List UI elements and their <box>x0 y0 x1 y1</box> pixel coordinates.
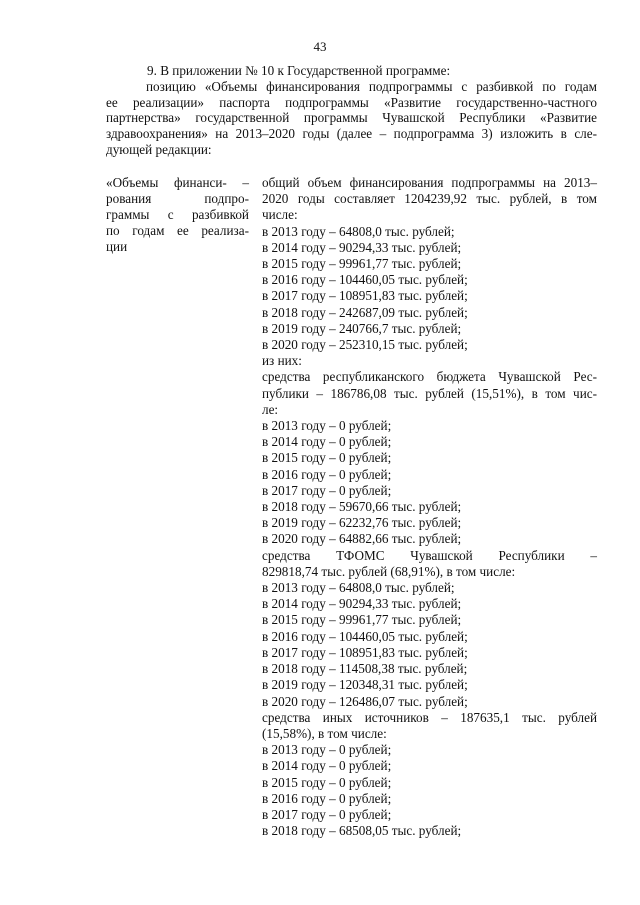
financing-line: общий объем финансирования подпрограммы на 2013– <box>262 175 597 190</box>
position-label-line: граммы с разбивкой <box>106 207 249 222</box>
position-label-line: «Объемы финанси- – <box>106 175 249 190</box>
financing-line: в 2020 году – 64882,66 тыс. рублей; <box>262 531 462 547</box>
financing-line: публики – 186786,08 тыс. рублей (15,51%), в том чис- <box>262 385 597 401</box>
financing-line: в 2020 году – 252310,15 тыс. рублей; <box>262 337 468 353</box>
financing-line: средства иных источников – 187635,1 тыс. рублей <box>262 709 597 725</box>
financing-line: из них: <box>262 353 302 369</box>
financing-line: в 2015 году – 0 рублей; <box>262 774 392 790</box>
intro-line: дующей редакции: <box>106 141 212 157</box>
financing-line: (15,58%), в том числе: <box>262 725 387 741</box>
position-label-line: рования подпро- <box>106 191 249 206</box>
financing-line: средства ТФОМС Чувашской Республики – <box>262 547 597 563</box>
financing-line: 2020 годы составляет 1204239,92 тыс. рублей, в том <box>262 191 597 207</box>
position-label-line: по годам ее реализа- <box>106 223 249 238</box>
financing-line: в 2014 году – 90294,33 тыс. рублей; <box>262 239 462 255</box>
financing-line: в 2015 году – 99961,77 тыс. рублей; <box>262 256 462 272</box>
intro-line: позицию «Объемы финансирования подпрограммы с разбивкой по годам <box>146 79 597 94</box>
financing-line: в 2013 году – 0 рублей; <box>262 418 392 434</box>
financing-line: в 2014 году – 90294,33 тыс. рублей; <box>262 596 462 612</box>
financing-line: ле: <box>262 401 279 417</box>
financing-line: в 2016 году – 104460,05 тыс. рублей; <box>262 628 468 644</box>
financing-line: в 2015 году – 99961,77 тыс. рублей; <box>262 612 462 628</box>
financing-line: в 2017 году – 108951,83 тыс. рублей; <box>262 288 468 304</box>
financing-line: в 2016 году – 104460,05 тыс. рублей; <box>262 272 468 288</box>
intro-paragraph <box>106 79 597 158</box>
financing-line: средства республиканского бюджета Чувашской Рес- <box>262 369 597 385</box>
financing-line: в 2017 году – 0 рублей; <box>262 806 392 822</box>
financing-line: в 2020 году – 126486,07 тыс. рублей; <box>262 693 468 709</box>
intro-line: здравоохранения» на 2013–2020 годы (далее – подпрограмма 3) изложить в сле- <box>106 126 597 142</box>
financing-line: в 2018 году – 68508,05 тыс. рублей; <box>262 823 462 839</box>
section-heading: 9. В приложении № 10 к Государственной программе: <box>147 63 451 78</box>
financing-line: в 2018 году – 114508,38 тыс. рублей; <box>262 661 468 677</box>
intro-text <box>106 79 597 158</box>
position-label <box>106 175 249 255</box>
financing-line: числе: <box>262 207 298 223</box>
financing-line: в 2017 году – 108951,83 тыс. рублей; <box>262 644 468 660</box>
financing-line: в 2013 году – 64808,0 тыс. рублей; <box>262 223 455 239</box>
financing-line: в 2016 году – 0 рублей; <box>262 790 392 806</box>
financing-line: в 2018 году – 242687,09 тыс. рублей; <box>262 304 468 320</box>
financing-line: в 2013 году – 0 рублей; <box>262 742 392 758</box>
financing-line: в 2016 году – 0 рублей; <box>262 466 392 482</box>
financing-line: в 2019 году – 120348,31 тыс. рублей; <box>262 677 468 693</box>
intro-line: партнерства» государственной программы Чувашской Республики «Развитие <box>106 110 597 126</box>
financing-line: в 2014 году – 0 рублей; <box>262 434 392 450</box>
financing-line: в 2013 году – 64808,0 тыс. рублей; <box>262 580 455 596</box>
financing-line: в 2015 году – 0 рублей; <box>262 450 392 466</box>
financing-line: в 2018 году – 59670,66 тыс. рублей; <box>262 499 462 515</box>
intro-line: ее реализации» паспорта подпрограммы «Развитие государственно-частного <box>106 94 597 110</box>
financing-line: 829818,74 тыс. рублей (68,91%), в том числе: <box>262 563 516 579</box>
financing-line: в 2019 году – 62232,76 тыс. рублей; <box>262 515 462 531</box>
financing-line: в 2019 году – 240766,7 тыс. рублей; <box>262 320 462 336</box>
page-number: 43 <box>313 39 327 54</box>
financing-details <box>262 175 597 839</box>
financing-line: в 2017 году – 0 рублей; <box>262 482 392 498</box>
position-label-line: ции <box>106 239 128 254</box>
financing-line: в 2014 году – 0 рублей; <box>262 758 392 774</box>
